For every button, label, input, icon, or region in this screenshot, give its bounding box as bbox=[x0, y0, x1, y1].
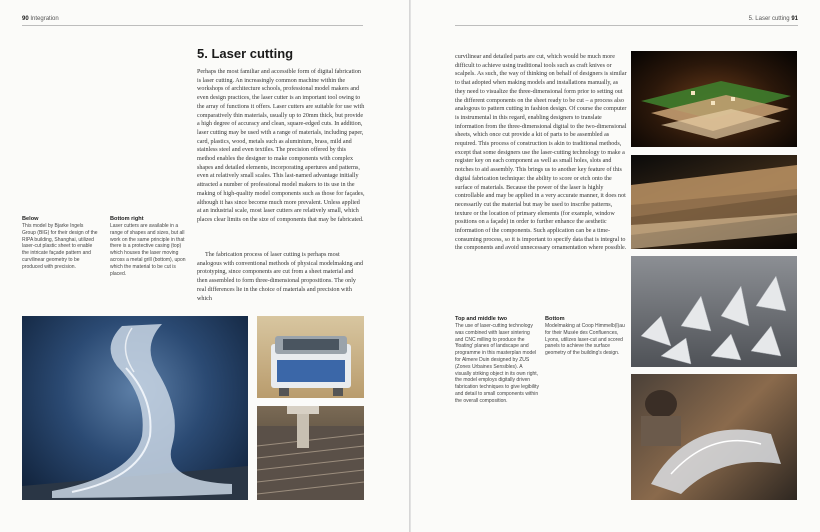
laser-grill-photo bbox=[257, 406, 364, 500]
modelmaking-photo bbox=[631, 374, 797, 500]
masterplan-model-illustration-3 bbox=[631, 256, 797, 367]
right-page-number: 91 bbox=[791, 16, 798, 22]
right-section-title: 5. Laser cutting bbox=[748, 16, 790, 22]
caption-top-middle bbox=[455, 316, 539, 405]
caption-top-middle-text: The use of laser-cutting technology was combined with laser sintering and CNC milling to produce the 'floating' planes of landscape and programme in this masterplan model for Almere Duin designed by ZUS (Zones Urbaines Sensibles). A visually striking object in its own right, the model employs digitally driven fabrication techniques to give legibility and detail to small components within the overall composition. bbox=[455, 323, 539, 404]
masterplan-model-illustration-1 bbox=[631, 51, 797, 147]
laser-cutter-casing-photo bbox=[257, 316, 364, 398]
caption-bottom bbox=[545, 316, 627, 357]
laser-grill-illustration bbox=[257, 406, 364, 500]
laser-cutter-illustration bbox=[257, 316, 364, 398]
masterplan-model-photo-2 bbox=[631, 155, 797, 249]
right-folio bbox=[749, 16, 798, 22]
tower-model-illustration bbox=[22, 316, 248, 500]
left-folio bbox=[22, 16, 59, 22]
caption-below-text: This model by Bjarke Ingels Group (BIG) for their design of the RIPA building, Shanghai, utilized laser-cut plastic sheet to enable the intricate façade pattern and curvilinear geometry to be produced with precision. bbox=[22, 223, 98, 270]
masterplan-model-photo-1 bbox=[631, 51, 797, 147]
caption-bottom-right-text: Laser cutters are available in a range of shapes and sizes, but all work on the same principle in that there is a protective casing (top) which houses the laser moving across a metal grill (bottom), upon which the material to be cut is placed. bbox=[110, 223, 186, 277]
caption-bottom-right-title: Bottom right bbox=[110, 216, 144, 222]
left-section-title: Integration bbox=[30, 16, 59, 22]
caption-bottom-text: Modelmaking at Coop Himmelb(l)au for their Musée des Confluences, Lyons, utilizes laser-cut and scored panels to achieve the surface geometry of the building's design. bbox=[545, 323, 625, 357]
caption-below-title: Below bbox=[22, 216, 39, 222]
caption-bottom-right bbox=[110, 216, 188, 277]
left-page-number: 90 bbox=[22, 16, 29, 22]
modelmaking-illustration bbox=[631, 374, 797, 500]
caption-bottom-title: Bottom bbox=[545, 316, 565, 322]
left-body-paragraph-2: The fabrication process of laser cutting is perhaps most analogous with conventional methods of physical modelmaking and prototyping, since components are cut from a sheet material and then assembled to form three-dimensional propositions. The only real differences lie in the choice of materials and precision with which bbox=[197, 252, 364, 302]
left-header-rule bbox=[22, 25, 363, 26]
left-body-paragraph-1: Perhaps the most familiar and accessible form of digital fabrication is laser cutting. An increasingly common machine within the workshops of architecture schools, professional model makers and even design practices, the laser cutter is an important tool owing to the array of functions it offers. Laser cutters are suitable for use with comparatively thin materials, usually up to 20mm thick, but provide a high degree of accuracy and clean, square-edged cuts. In addition, laser cutting may be used with a range of materials, including paper, card, plastics, wood, metals such as aluminium, brass, mild and stainless steel and even textiles. The precision offered by this method enables the designer to make components with complex shapes and detailed elements, incorporating apertures and patterns, even at relatively small scales. This last-named advantage initially attracted a number of professional model makers to its use in the making of high-quality model components such as those for façades, although it has since become much more prevalent. Unless applied at an industrial scale, most laser cutters are relatively small, which places clear limits on the size of components that may be fabricated. bbox=[197, 69, 365, 223]
chapter-heading: 5. Laser cutting bbox=[197, 46, 294, 61]
masterplan-model-photo-3 bbox=[631, 256, 797, 367]
right-header-rule bbox=[455, 25, 798, 26]
caption-below bbox=[22, 216, 98, 271]
left-page bbox=[0, 0, 409, 532]
right-page bbox=[411, 0, 820, 532]
tower-model-photo bbox=[22, 316, 248, 500]
right-body-paragraph: curvilinear and detailed parts are cut, which would be much more difficult to achieve using traditional tools such as craft knives or scalpels. As such, the way of thinking on behalf of designers is similar to that adopted when making models and installations manually, as they need to visualize the three-dimensional form prior to setting out the different components on the sheet ready to be cut – a process also analogous to pattern cutting in fashion design. Of course the computer is instrumental in this regard, enabling designers to translate information from the three-dimensional digital to the two-dimensional sheets, which once cut provide a kit of parts to be assembled as required. This process of construction is akin to traditional methods, except that some designers use the laser-cutting technology to make a register key on each component as well as small holes, slots and notches to aid assembly. This brings us to another key feature of this digital fabrication technique: the ability to score or etch onto the surface of materials. Because the power of the laser is highly controllable and may be applied in a very accurate manner, it does not necessarily cut the material but may be used to inscribe patterns, texture or the location of primary elements (for example, window positions on a façade) in order to further enhance the aesthetic information of the components. Such application can be a time-consuming process, so it is important to specify data that is integral to the components and avoid unnecessary ornamentation where possible. bbox=[455, 54, 627, 252]
masterplan-model-illustration-2 bbox=[631, 155, 797, 249]
caption-top-middle-title: Top and middle two bbox=[455, 316, 508, 322]
